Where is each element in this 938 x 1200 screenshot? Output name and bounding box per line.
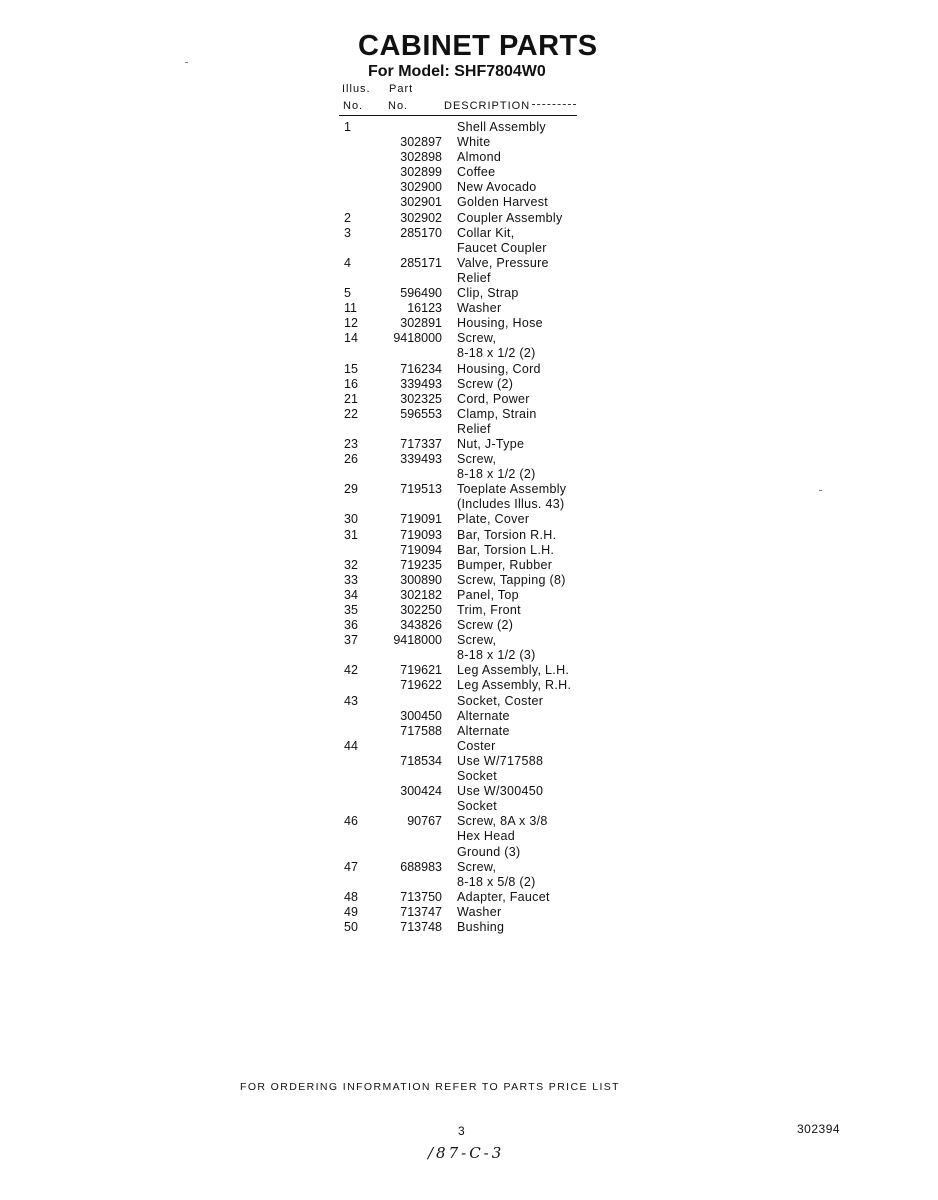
table-row (0, 256, 938, 271)
part-description: Nut, J-Type (457, 436, 525, 451)
part-description: Bushing (457, 919, 505, 934)
part-number: 302250 (400, 603, 442, 617)
illus-number: 34 (344, 587, 358, 602)
table-row (0, 452, 938, 467)
table-row (0, 316, 938, 331)
table-row (0, 150, 938, 165)
illus-number: 21 (344, 391, 358, 406)
illus-number: 12 (344, 316, 358, 331)
part-number: 16123 (407, 301, 442, 316)
table-row (0, 799, 938, 814)
scan-speck (185, 62, 188, 63)
part-description: Alternate (457, 723, 510, 738)
table-row (0, 346, 938, 361)
model-subtitle: For Model: SHF7804W0 (368, 63, 546, 80)
header-part: Part (389, 83, 414, 95)
table-row (0, 588, 938, 603)
table-row (0, 633, 938, 648)
table-row (0, 362, 938, 377)
part-description: Leg Assembly, L.H. (457, 663, 570, 678)
part-number: 302901 (400, 195, 442, 210)
part-number: 9418000 (393, 633, 442, 648)
part-number: 300424 (400, 784, 442, 799)
illus-number: 30 (344, 512, 358, 527)
illus-number: 16 (344, 376, 358, 391)
part-description: Screw, (457, 452, 497, 467)
table-row (0, 754, 938, 769)
part-number: 302898 (400, 150, 442, 165)
table-row (0, 331, 938, 346)
illus-number: 46 (344, 814, 358, 829)
header-dash-rule (532, 104, 576, 105)
part-description: Screw, 8A x 3/8 (457, 814, 548, 829)
part-number: 719513 (400, 482, 442, 497)
table-row (0, 377, 938, 392)
part-description: Almond (457, 150, 502, 165)
part-number: 300890 (400, 572, 442, 587)
table-row (0, 573, 938, 588)
part-description: White (457, 135, 491, 150)
illus-number: 31 (344, 527, 358, 542)
table-row (0, 543, 938, 558)
table-row (0, 784, 938, 799)
scan-speck (819, 490, 822, 491)
part-description: Washer (457, 301, 502, 316)
illus-number: 1 (344, 120, 351, 134)
part-number: 719621 (400, 663, 442, 678)
part-number: 596490 (400, 286, 442, 301)
illus-number: 14 (344, 331, 358, 346)
table-row (0, 875, 938, 890)
table-row (0, 709, 938, 724)
part-description: Use W/717588 (457, 753, 544, 768)
header-illus: Illus. (342, 83, 371, 95)
part-number: 285171 (400, 255, 442, 270)
illus-number: 43 (344, 693, 358, 708)
part-description: Valve, Pressure (457, 255, 549, 270)
header-description: DESCRIPTION (444, 100, 531, 112)
table-row (0, 422, 938, 437)
illus-number: 4 (344, 255, 351, 270)
document-number: 302394 (797, 1122, 841, 1136)
illus-number: 50 (344, 919, 358, 934)
part-number: 302891 (400, 316, 442, 331)
part-description: Screw, (457, 633, 497, 648)
part-number: 300450 (400, 708, 442, 723)
table-row (0, 905, 938, 920)
part-description: Use W/300450 (457, 784, 544, 799)
illus-number: 48 (344, 889, 358, 904)
illus-number: 37 (344, 633, 358, 648)
ordering-footer: FOR ORDERING INFORMATION REFER TO PARTS PRICE LIST (240, 1081, 620, 1093)
part-description: Ground (3) (457, 844, 521, 859)
part-number: 688983 (400, 859, 442, 874)
part-description: Screw, (457, 859, 497, 874)
part-description: Coffee (457, 165, 496, 180)
table-row (0, 211, 938, 226)
table-row (0, 226, 938, 241)
part-description: Plate, Cover (457, 512, 530, 527)
part-number: 302899 (400, 165, 442, 180)
part-description: Relief (457, 270, 491, 285)
table-row (0, 195, 938, 210)
part-number: 717588 (400, 723, 442, 738)
part-description: Housing, Cord (457, 361, 541, 376)
table-row (0, 648, 938, 663)
illus-number: 47 (344, 859, 358, 874)
part-description: Screw, (457, 331, 497, 346)
part-description: Leg Assembly, R.H. (457, 678, 572, 693)
part-number: 718534 (400, 753, 442, 768)
illus-number: 44 (344, 738, 358, 753)
part-description: Screw, Tapping (8) (457, 572, 566, 587)
part-number: 9418000 (393, 331, 442, 346)
table-row (0, 407, 938, 422)
header-part-no: No. (388, 100, 409, 112)
part-description: Golden Harvest (457, 195, 549, 210)
illus-number: 49 (344, 904, 358, 919)
illus-number: 32 (344, 557, 358, 572)
part-description: Cord, Power (457, 391, 530, 406)
part-description: Coster (457, 738, 496, 753)
part-number: 719622 (400, 678, 442, 693)
table-row (0, 512, 938, 527)
illus-number: 35 (344, 603, 358, 617)
part-number: 302325 (400, 391, 442, 406)
header-rule (339, 115, 577, 116)
table-row (0, 739, 938, 754)
illus-number: 2 (344, 210, 351, 225)
table-row (0, 286, 938, 301)
table-row (0, 135, 938, 150)
table-row (0, 558, 938, 573)
table-row (0, 678, 938, 693)
part-description: Relief (457, 421, 491, 436)
table-row (0, 528, 938, 543)
part-number: 343826 (400, 618, 442, 633)
table-row (0, 724, 938, 739)
part-number: 596553 (400, 406, 442, 421)
table-row (0, 663, 938, 678)
table-row (0, 497, 938, 512)
illus-number: 42 (344, 663, 358, 678)
part-description: Panel, Top (457, 587, 519, 602)
handwritten-note: /87-C-3 (428, 1144, 505, 1162)
table-row (0, 920, 938, 935)
part-number: 90767 (407, 814, 442, 829)
part-number: 713747 (400, 904, 442, 919)
part-description: Socket (457, 769, 498, 784)
part-description: Toeplate Assembly (457, 482, 567, 497)
illus-number: 3 (344, 225, 351, 240)
part-description: New Avocado (457, 180, 537, 195)
table-row (0, 165, 938, 180)
illus-number: 15 (344, 361, 358, 376)
illus-number: 33 (344, 572, 358, 587)
illus-number: 26 (344, 452, 358, 467)
page-title: CABINET PARTS (358, 30, 598, 62)
table-row (0, 180, 938, 195)
table-row (0, 301, 938, 316)
part-number: 713750 (400, 889, 442, 904)
part-number: 339493 (400, 376, 442, 391)
part-number: 339493 (400, 452, 442, 467)
part-number: 719094 (400, 542, 442, 557)
part-number: 719093 (400, 527, 442, 542)
part-description: Alternate (457, 708, 510, 723)
table-row (0, 694, 938, 709)
part-description: 8-18 x 1/2 (2) (457, 346, 536, 361)
part-description: Coupler Assembly (457, 210, 563, 225)
illus-number: 29 (344, 482, 358, 497)
illus-number: 23 (344, 436, 358, 451)
header-illus-no: No. (343, 100, 364, 112)
part-description: Washer (457, 904, 502, 919)
table-row (0, 467, 938, 482)
table-row (0, 603, 938, 618)
part-description: Screw (2) (457, 618, 514, 633)
part-number: 719235 (400, 557, 442, 572)
part-description: Bumper, Rubber (457, 557, 553, 572)
table-row (0, 845, 938, 860)
table-row (0, 814, 938, 829)
table-row (0, 241, 938, 256)
part-description: Trim, Front (457, 603, 521, 617)
part-description: Bar, Torsion L.H. (457, 542, 555, 557)
part-description: Faucet Coupler (457, 240, 547, 255)
part-number: 713748 (400, 919, 442, 934)
part-description: Clip, Strap (457, 286, 519, 301)
part-description: Hex Head (457, 829, 515, 844)
part-description: 8-18 x 1/2 (3) (457, 648, 536, 663)
part-description: 8-18 x 1/2 (2) (457, 467, 536, 482)
table-row (0, 890, 938, 905)
table-row (0, 437, 938, 452)
part-description: Collar Kit, (457, 225, 515, 240)
table-row (0, 482, 938, 497)
illus-number: 5 (344, 286, 351, 301)
page-number: 3 (458, 1124, 465, 1138)
part-number: 719091 (400, 512, 442, 527)
part-number: 717337 (400, 436, 442, 451)
part-description: Adapter, Faucet (457, 889, 550, 904)
illus-number: 36 (344, 618, 358, 633)
table-row (0, 860, 938, 875)
part-description: Bar, Torsion R.H. (457, 527, 557, 542)
part-description: Housing, Hose (457, 316, 543, 331)
part-number: 716234 (400, 361, 442, 376)
parts-table (0, 120, 938, 935)
part-number: 302897 (400, 135, 442, 150)
table-row (0, 829, 938, 844)
part-number: 302900 (400, 180, 442, 195)
table-row (0, 392, 938, 407)
part-description: Socket, Coster (457, 693, 544, 708)
part-description: Clamp, Strain (457, 406, 537, 421)
part-description: Screw (2) (457, 376, 514, 391)
table-row (0, 120, 938, 135)
part-description: Shell Assembly (457, 120, 546, 134)
part-description: 8-18 x 5/8 (2) (457, 874, 536, 889)
part-description: (Includes Illus. 43) (457, 497, 565, 512)
part-number: 285170 (400, 225, 442, 240)
part-description: Socket (457, 799, 498, 814)
illus-number: 22 (344, 406, 358, 421)
part-number: 302182 (400, 587, 442, 602)
table-row (0, 618, 938, 633)
table-row (0, 769, 938, 784)
illus-number: 11 (344, 301, 357, 316)
part-number: 302902 (400, 210, 442, 225)
table-row (0, 271, 938, 286)
